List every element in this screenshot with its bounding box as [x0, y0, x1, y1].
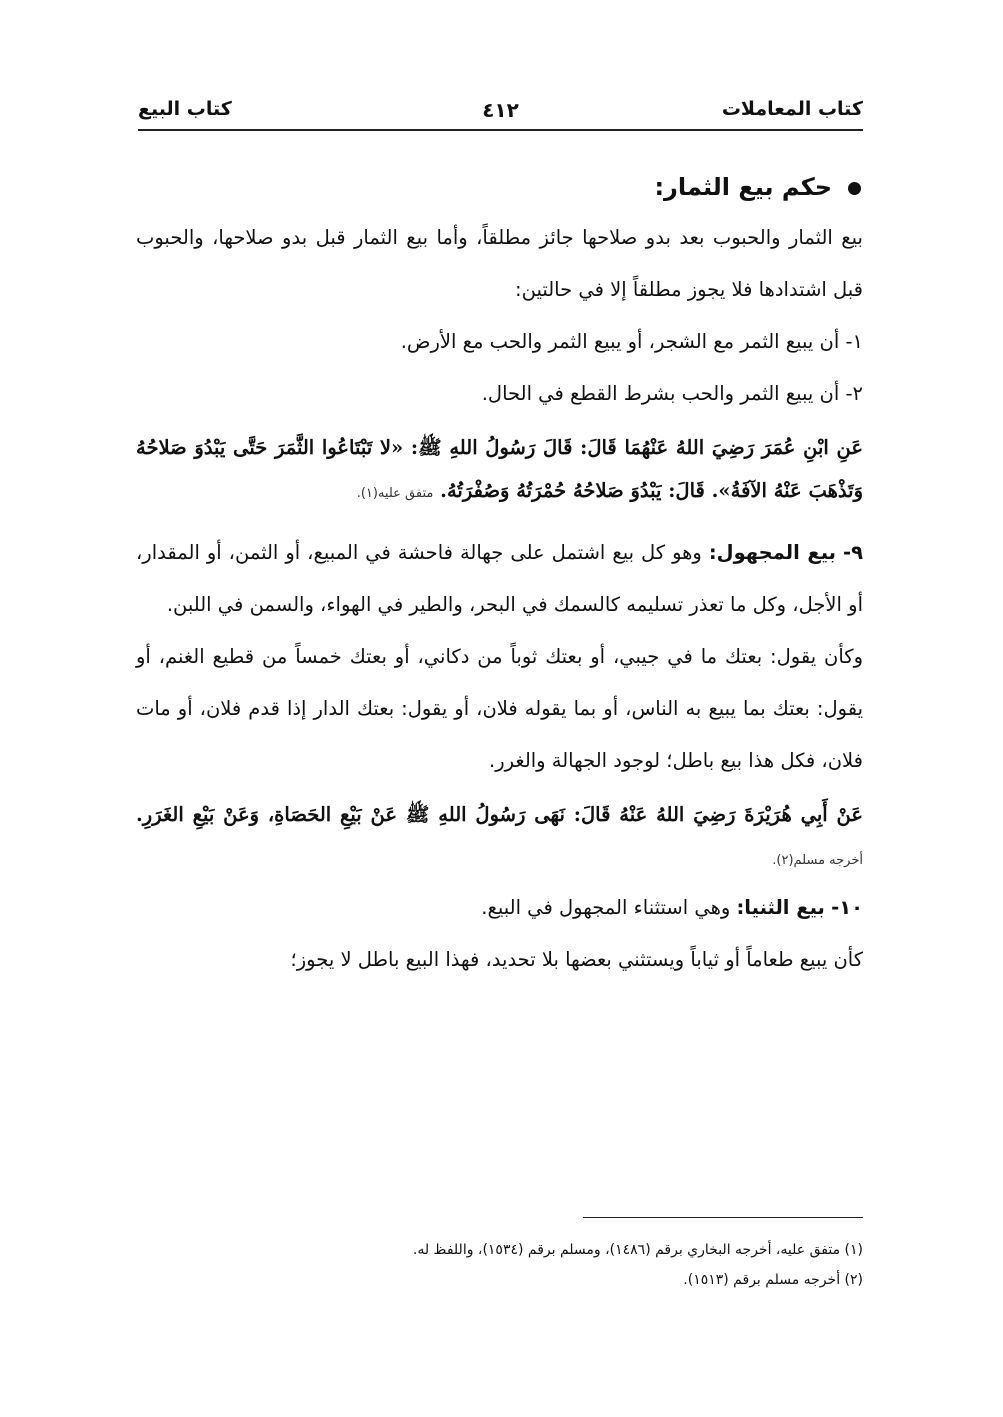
section-heading-text: حكم بيع الثمار: [654, 173, 832, 201]
section-9-text: وهو كل بيع اشتمل على جهالة فاحشة في المبيع، أو الثمن، أو المقدار، أو الأجل، وكل ما تعذر تسليمه كالسمك في البحر، والطير في الهواء، والسمن في اللبن. [136, 541, 863, 616]
hadith-text: عَنْ أَبِي هُرَيْرَةَ رَضِيَ اللهُ عَنْهُ قَالَ: نَهَى رَسُولُ اللهِ ﷺ عَنْ بَيْعِ الحَصَاةِ، وَعَنْ بَيْعِ الغَرَرِ. [136, 803, 863, 826]
footnote: (٢) أخرجه مسلم برقم (١٥١٣). [683, 1272, 863, 1288]
list-item: ٢- أن يبيع الثمر والحب بشرط القطع في الحال. [481, 382, 863, 405]
section-9-paragraph [136, 527, 863, 631]
section-9-number: ٩- [843, 541, 863, 564]
header-divider [138, 129, 863, 131]
hadith-quote [136, 793, 863, 882]
section-10-line [136, 882, 863, 934]
hadith-source: أخرجه مسلم(٢). [772, 853, 863, 868]
running-header [138, 98, 863, 132]
footnotes [138, 1235, 863, 1295]
hadith-quote [136, 426, 863, 515]
section-10-continuation: كأن يبيع طعاماً أو ثياباً ويستثني بعضها بلا تحديد، فهذا البيع باطل لا يجوز؛ [290, 948, 863, 971]
page-number: ٤١٢ [482, 98, 519, 122]
section-10-title: بيع الثنيا: [736, 896, 825, 919]
footnote: (١) متفق عليه، أخرجه البخاري برقم (١٤٨٦)، ومسلم برقم (١٥٣٤)، واللفظ له. [412, 1242, 863, 1258]
section-9-example: وكأن يقول: بعتك ما في جيبي، أو بعتك ثوباً من دكاني، أو بعتك خمساً من قطيع الغنم، أو يقول: بعتك بما يبيع به الناس، أو بما يقوله فلان، أو يقول: بعتك الدار إذا قدم فلان، أو مات فلان، فكل هذا بيع باطل؛ لوجود الجهالة والغرر. [136, 645, 863, 772]
header-book-title: كتاب المعاملات [721, 98, 863, 120]
intro-paragraph: بيع الثمار والحبوب بعد بدو صلاحها جائز مطلقاً، وأما بيع الثمار قبل بدو صلاحها، والحبوب قبل اشتدادها فلا يجوز مطلقاً إلا في حالتين: [136, 226, 863, 301]
section-10-number: ١٠- [831, 896, 863, 919]
hadith-text: عَنِ ابْنِ عُمَرَ رَضِيَ اللهُ عَنْهُمَا قَالَ: قَالَ رَسُولُ اللهِ ﷺ: «لا تَبْتَاعُوا الثَّمَرَ حَتَّى يَبْدُوَ صَلاحُهُ وَتَذْهَبَ عَنْهُ الآفَةُ». قَالَ: يَبْدُوَ صَلاحُهُ حُمْرَتُهُ وَصُفْرَتُهُ. [136, 436, 863, 502]
section-10-text: وهي استثناء المجهول في البيع. [481, 896, 731, 919]
footnote-divider [583, 1217, 863, 1218]
section-heading [136, 162, 863, 212]
section-9-title: بيع المجهول: [708, 541, 836, 564]
header-chapter-title: كتاب البيع [138, 98, 232, 120]
bullet-icon [848, 182, 861, 195]
list-item: ١- أن يبيع الثمر مع الشجر، أو يبيع الثمر والحب مع الأرض. [400, 330, 863, 353]
hadith-source: متفق عليه(١). [356, 486, 434, 501]
page-body [136, 162, 863, 986]
